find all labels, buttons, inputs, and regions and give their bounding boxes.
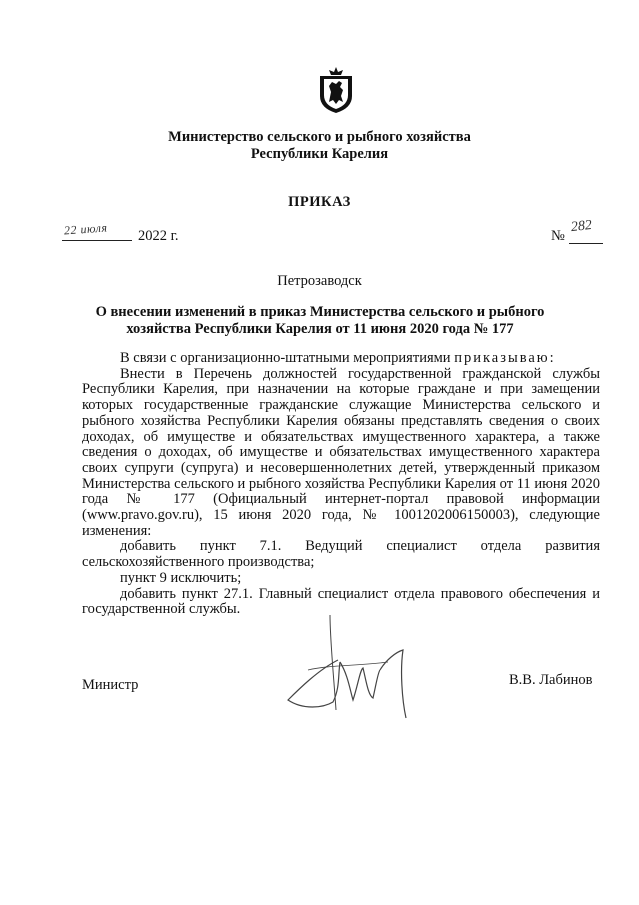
document-heading bbox=[90, 304, 550, 338]
paragraph-main: Внести в Перечень должностей государственной гражданской службы Республики Карелия, при назначении на которые граждане и при замещении которых государственные гражданские служащие Министерства сельского и рыбного хозяйства Республики Карелия обязаны представлять сведения о своих доходах, об имуществе и обязательствах имущественного характера, а также сведения о доходах, об имуществе и обязательствах имущественного характера своих супруги (супруга) и несовершеннолетних детей, утвержденный приказом Министерства сельского и рыбного хозяйства Республики Карелия от 11 июня 2020 года № 177 (Официальный интернет-портал правовой информации (www.pravo.gov.ru), 15 июня 2020 года, № 1001202006150003), следующие изменения: bbox=[82, 365, 600, 539]
signatory-title: Министр bbox=[82, 677, 139, 693]
coat-of-arms-icon bbox=[317, 66, 355, 114]
heading-line2: хозяйства Республики Карелия от 11 июня 2020 года № 177 bbox=[126, 321, 514, 337]
order-date bbox=[62, 222, 222, 246]
number-sign: № bbox=[551, 228, 565, 244]
preamble-text: В связи с организационно-штатными мероприятиями bbox=[120, 350, 455, 366]
number-underline bbox=[569, 243, 603, 244]
paragraph-item-add-7-1: добавить пункт 7.1. Ведущий специалист отдела развития сельскохозяйственного производства; bbox=[82, 538, 600, 571]
paragraph-item-add-27-1: добавить пункт 27.1. Главный специалист отдела правового обеспечения и государственной службы. bbox=[82, 585, 600, 618]
ministry-name bbox=[0, 129, 639, 163]
ministry-name-line2: Республики Карелия bbox=[250, 146, 389, 162]
order-title: ПРИКАЗ bbox=[288, 194, 351, 210]
date-handwritten: 22 июля bbox=[63, 220, 108, 238]
document-body bbox=[82, 351, 600, 618]
number-handwritten: 282 bbox=[570, 217, 593, 236]
city: Петрозаводск bbox=[277, 273, 362, 289]
paragraph-item-remove-9: пункт 9 исключить; bbox=[120, 569, 242, 586]
paragraph-preamble bbox=[82, 351, 600, 367]
heading-line1: О внесении изменений в приказ Министерства сельского и рыбного bbox=[95, 304, 545, 320]
date-year: 2022 г. bbox=[138, 228, 179, 244]
handwritten-signature bbox=[278, 600, 428, 730]
preamble-order-word: приказываю: bbox=[454, 350, 556, 366]
order-number bbox=[551, 219, 611, 245]
date-underline bbox=[62, 240, 132, 241]
signatory-name: В.В. Лабинов bbox=[509, 672, 593, 688]
ministry-name-line1: Министерство сельского и рыбного хозяйства bbox=[168, 129, 471, 145]
